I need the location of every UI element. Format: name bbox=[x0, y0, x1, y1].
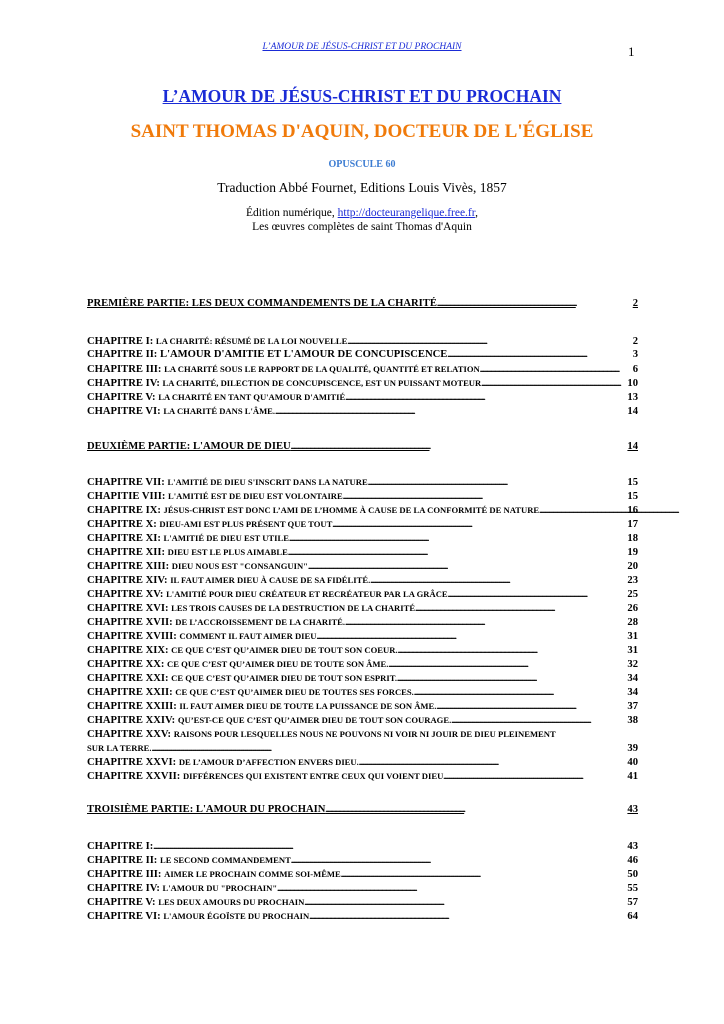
toc-leader bbox=[347, 335, 630, 349]
toc-chapter-title: L'AMOUR DU "PROCHAIN" bbox=[162, 883, 278, 893]
toc-chapter-row[interactable] bbox=[87, 615, 638, 629]
toc-chapter-title: DE L’ACCROISSEMENT DE LA CHARITÉ. bbox=[175, 617, 346, 627]
toc-chapter-title: L'AMITIÉ DE DIEU S'INSCRIT DANS LA NATURE bbox=[167, 477, 368, 487]
toc-leader bbox=[291, 854, 626, 868]
toc-page-number: 43 bbox=[627, 804, 638, 815]
toc-chapter-number: CHAPITRE XX: bbox=[87, 659, 168, 670]
toc-part-1 bbox=[87, 297, 638, 311]
running-header bbox=[0, 42, 724, 52]
toc-chapter-row[interactable] bbox=[87, 573, 638, 587]
toc-chapter-title: DE L’AMOUR D’AFFECTION ENVERS DIEU. bbox=[178, 757, 359, 767]
toc-chapter-label bbox=[87, 629, 316, 644]
toc-page-number: 20 bbox=[627, 561, 638, 572]
toc-chapter-number: CHAPITRE XXI: bbox=[87, 673, 172, 684]
collection-note: Les œuvres complètes de saint Thomas d'Aquin bbox=[252, 221, 472, 233]
toc-chapter-number: CHAPITRE I: bbox=[87, 841, 154, 852]
toc-chapter-label bbox=[87, 376, 481, 391]
toc-leader bbox=[152, 742, 626, 756]
toc-chapter-title: LES DEUX AMOURS DU PROCHAIN bbox=[158, 897, 305, 907]
toc-chapter-number: CHAPITRE XII: bbox=[87, 547, 168, 558]
toc-chapter-row[interactable] bbox=[87, 348, 638, 362]
toc-chapter-title: JÉSUS-CHRIST EST DONC L’AMI DE L’HOMME À CAUSE DE LA CONFORMITÉ DE NATURE bbox=[163, 505, 540, 515]
toc-chapter-label bbox=[87, 881, 277, 896]
toc-chapter-row[interactable] bbox=[87, 713, 638, 727]
toc-chapter-number: CHAPITRE XVI: bbox=[87, 603, 172, 614]
toc-chapter-number: CHAPITRE XVII: bbox=[87, 617, 176, 628]
running-header-title: L’AMOUR DE JÉSUS-CHRIST ET DU PROCHAIN bbox=[262, 42, 462, 52]
toc-chapter-number: CHAPITRE XV: bbox=[87, 589, 167, 600]
toc-page-number: 41 bbox=[627, 771, 638, 782]
toc-chapter-row[interactable] bbox=[87, 362, 638, 376]
toc-chapter-title: L'AMOUR D'AMITIE ET L'AMOUR DE CONCUPISCENCE bbox=[160, 349, 448, 360]
toc-chapter-label bbox=[87, 334, 347, 349]
toc-leader bbox=[288, 546, 626, 560]
toc-chapter-title: LA CHARITÉ, DILECTION DE CONCUPISCENCE, EST UN PUISSANT MOTEUR bbox=[162, 378, 482, 388]
toc-page-number: 19 bbox=[627, 547, 638, 558]
toc-chapter-number: CHAPITRE XXIV: bbox=[87, 715, 178, 726]
toc-page-number: 50 bbox=[627, 869, 638, 880]
toc-part-2-chapters bbox=[87, 475, 638, 783]
toc-leader bbox=[398, 644, 626, 658]
toc-chapter-title: LA CHARITÉ: RÉSUMÉ DE LA LOI NOUVELLE bbox=[155, 336, 348, 346]
toc-chapter-label bbox=[87, 601, 415, 616]
toc-chapter-title: DIEU NOUS EST "CONSANGUIN" bbox=[171, 561, 308, 571]
toc-page-number: 25 bbox=[627, 589, 638, 600]
toc-page-number: 15 bbox=[627, 491, 638, 502]
toc-chapter-row[interactable] bbox=[87, 531, 638, 545]
toc-chapter-label bbox=[87, 867, 341, 882]
toc-chapter-title: CE QUE C’EST QU’AIMER DIEU DE TOUTES SES FORCES. bbox=[175, 687, 414, 697]
toc-leader bbox=[388, 658, 625, 672]
toc-chapter-row[interactable] bbox=[87, 559, 638, 573]
toc-page-number: 31 bbox=[627, 645, 638, 656]
toc-page-number: 16 bbox=[627, 505, 638, 516]
toc-page-number: 3 bbox=[632, 349, 638, 360]
toc-leader bbox=[437, 297, 631, 311]
toc-leader bbox=[341, 868, 626, 882]
toc-part-title: TROISIÈME PARTIE: L'AMOUR DU PROCHAIN bbox=[87, 804, 326, 815]
toc-page-number: 14 bbox=[627, 441, 638, 452]
edition-info bbox=[0, 206, 724, 234]
toc-chapter-label bbox=[87, 685, 414, 700]
toc-chapter-title: QU’EST-CE QUE C’EST QU’AIMER DIEU DE TOUT SON COURAGE. bbox=[177, 715, 452, 725]
toc-chapter-row[interactable] bbox=[87, 755, 638, 769]
toc-page-number: 43 bbox=[627, 841, 638, 852]
toc-chapter-number: CHAPITRE V: bbox=[87, 897, 159, 908]
toc-chapter-title: AIMER LE PROCHAIN COMME SOI-MÊME bbox=[164, 869, 341, 879]
toc-chapter-label bbox=[87, 671, 397, 686]
toc-chapter-row[interactable] bbox=[87, 769, 638, 783]
toc-leader bbox=[448, 588, 626, 602]
toc-chapter-title: LA CHARITÉ SOUS LE RAPPORT DE LA QUALITÉ, QUANTITÉ ET RELATION bbox=[164, 364, 480, 374]
toc-chapter-number: CHAPITRE VII: bbox=[87, 477, 168, 488]
toc-chapter-label bbox=[87, 853, 291, 868]
toc-chapter-number: CHAPITRE XXVI: bbox=[87, 757, 179, 768]
toc-chapter-label bbox=[87, 475, 368, 490]
toc-chapter-row[interactable] bbox=[87, 853, 638, 867]
toc-leader bbox=[291, 440, 626, 454]
toc-part-3-heading[interactable] bbox=[87, 803, 638, 817]
toc-chapter-label bbox=[87, 839, 153, 854]
toc-chapter-label bbox=[87, 699, 436, 714]
toc-leader bbox=[308, 560, 625, 574]
toc-leader bbox=[345, 391, 625, 405]
toc-chapter-row[interactable] bbox=[87, 545, 638, 559]
toc-chapter-title: CE QUE C’EST QU’AIMER DIEU DE TOUT SON COEUR. bbox=[171, 645, 398, 655]
toc-leader bbox=[481, 377, 625, 391]
toc-leader bbox=[309, 910, 625, 924]
toc-page-number: 32 bbox=[627, 659, 638, 670]
toc-chapter-title: IL FAUT AIMER DIEU DE TOUTE LA PUISSANCE DE SON ÂME. bbox=[179, 701, 437, 711]
toc-part-2 bbox=[87, 440, 638, 454]
toc-leader bbox=[539, 504, 625, 518]
toc-chapter-label bbox=[87, 404, 275, 419]
toc-part-2-heading[interactable] bbox=[87, 440, 638, 454]
toc-chapter-row[interactable] bbox=[87, 699, 638, 713]
toc-chapter-title-continued: SUR LA TERRE. bbox=[87, 743, 152, 753]
toc-leader bbox=[277, 882, 625, 896]
toc-chapter-label bbox=[87, 573, 370, 588]
toc-page-number: 28 bbox=[627, 617, 638, 628]
toc-chapter-row[interactable] bbox=[87, 629, 638, 643]
toc-chapter-number: CHAPITRE XXIII: bbox=[87, 701, 180, 712]
toc-chapter-row[interactable] bbox=[87, 404, 638, 418]
toc-chapter-label bbox=[87, 769, 443, 784]
toc-page-number: 13 bbox=[627, 392, 638, 403]
toc-chapter-label bbox=[87, 713, 451, 728]
toc-leader bbox=[289, 532, 625, 546]
toc-chapter-number: CHAPITRE VI: bbox=[87, 911, 164, 922]
edition-suffix: , bbox=[475, 207, 479, 219]
toc-chapter-title: RAISONS POUR LESQUELLES NOUS NE POUVONS NI VOIR NI JOUIR DE DIEU PLEINEMENT bbox=[173, 729, 556, 739]
toc-chapter-label bbox=[87, 727, 556, 742]
toc-chapter-title: DIEU-AMI EST PLUS PRÉSENT QUE TOUT bbox=[159, 519, 333, 529]
toc-chapter-number: CHAPITRE IX: bbox=[87, 505, 164, 516]
toc-chapter-label bbox=[87, 559, 308, 574]
toc-chapter-row[interactable] bbox=[87, 839, 638, 853]
toc-chapter-row[interactable] bbox=[87, 895, 638, 909]
toc-leader bbox=[332, 518, 625, 532]
toc-chapter-title: COMMENT IL FAUT AIMER DIEU bbox=[179, 631, 317, 641]
toc-page-number: 14 bbox=[627, 406, 638, 417]
toc-chapter-row[interactable] bbox=[87, 390, 638, 404]
toc-leader bbox=[359, 756, 626, 770]
toc-page-number: 39 bbox=[627, 743, 638, 754]
toc-page-number: 57 bbox=[627, 897, 638, 908]
toc-chapter-label bbox=[87, 503, 539, 518]
toc-page-number: 18 bbox=[627, 533, 638, 544]
toc-chapter-label bbox=[87, 615, 345, 630]
toc-chapter-label bbox=[87, 755, 359, 770]
toc-chapter-number: CHAPITRE III: bbox=[87, 364, 165, 375]
toc-leader bbox=[443, 770, 625, 784]
toc-chapter-row[interactable] bbox=[87, 685, 638, 699]
toc-chapter-title: CE QUE C’EST QU’AIMER DIEU DE TOUTE SON ÂME. bbox=[167, 659, 389, 669]
toc-page-number: 2 bbox=[632, 336, 638, 347]
toc-leader bbox=[480, 363, 631, 377]
author-title: SAINT THOMAS D'AQUIN, DOCTEUR DE L'ÉGLISE bbox=[130, 121, 594, 142]
toc-chapter-label bbox=[87, 390, 345, 405]
toc-chapter-row[interactable] bbox=[87, 334, 638, 348]
toc-chapter-number: CHAPITRE XIV: bbox=[87, 575, 171, 586]
toc-chapter-label bbox=[87, 657, 388, 672]
toc-leader bbox=[343, 490, 626, 504]
toc-chapter-title: LA CHARITÉ EN TANT QU'AMOUR D'AMITIÉ bbox=[158, 392, 346, 402]
toc-page-number: 34 bbox=[627, 673, 638, 684]
toc-chapter-row[interactable] bbox=[87, 671, 638, 685]
toc-chapter-title: LES TROIS CAUSES DE LA DESTRUCTION DE LA CHARITÉ bbox=[171, 603, 416, 613]
toc-leader bbox=[397, 672, 625, 686]
toc-leader bbox=[370, 574, 625, 588]
toc-part-title: DEUXIÈME PARTIE: L'AMOUR DE DIEU bbox=[87, 441, 291, 452]
toc-page-number: 2 bbox=[632, 298, 638, 309]
toc-chapter-number: CHAPITIE VIII: bbox=[87, 491, 169, 502]
translation-credit: Traduction Abbé Fournet, Editions Louis Vivès, 1857 bbox=[217, 180, 507, 195]
toc-chapter-title: L'AMITIÉ EST DE DIEU EST VOLONTAIRE bbox=[168, 491, 343, 501]
toc-chapter-row[interactable] bbox=[87, 475, 638, 489]
toc-chapter-number: CHAPITRE III: bbox=[87, 869, 165, 880]
toc-chapter-title: L'AMOUR ÉGOÏSTE DU PROCHAIN bbox=[163, 911, 310, 921]
toc-chapter-label bbox=[87, 545, 288, 560]
toc-part-1-chapters bbox=[87, 334, 638, 418]
toc-page-number: 6 bbox=[632, 364, 638, 375]
toc-chapter-row[interactable] bbox=[87, 909, 638, 923]
toc-chapter-number: CHAPITRE XI: bbox=[87, 533, 164, 544]
toc-chapter-number: CHAPITRE V: bbox=[87, 392, 159, 403]
toc-leader bbox=[316, 630, 625, 644]
page-number: 1 bbox=[628, 44, 635, 59]
toc-chapter-number: CHAPITRE IV: bbox=[87, 883, 163, 894]
toc-chapter-number: CHAPITRE I: bbox=[87, 336, 156, 347]
toc-page-number: 23 bbox=[627, 575, 638, 586]
toc-page-number: 38 bbox=[627, 715, 638, 726]
toc-chapter-row[interactable] bbox=[87, 489, 638, 503]
toc-part-3-chapters bbox=[87, 839, 638, 923]
toc-page-number: 46 bbox=[627, 855, 638, 866]
toc-chapter-label bbox=[87, 643, 398, 658]
toc-chapter-number: CHAPITRE X: bbox=[87, 519, 160, 530]
toc-leader bbox=[436, 700, 625, 714]
toc-chapter-title: CE QUE C’EST QU’AIMER DIEU DE TOUT SON ESPRIT. bbox=[171, 673, 397, 683]
toc-chapter-number: CHAPITRE IV: bbox=[87, 378, 163, 389]
toc-chapter-label bbox=[87, 489, 343, 504]
toc-part-1-heading[interactable] bbox=[87, 297, 638, 311]
toc-chapter-label bbox=[87, 909, 309, 924]
toc-chapter-title: LA CHARITÉ DANS L'ÂME. bbox=[163, 406, 276, 416]
toc-leader bbox=[415, 602, 625, 616]
toc-chapter-row[interactable] bbox=[87, 601, 638, 615]
edition-link[interactable]: http://docteurangelique.free.fr bbox=[337, 207, 476, 219]
toc-part-title: PREMIÈRE PARTIE: LES DEUX COMMANDEMENTS DE LA CHARITÉ bbox=[87, 298, 437, 309]
toc-chapter-number: CHAPITRE XIX: bbox=[87, 645, 172, 656]
toc-leader bbox=[414, 686, 626, 700]
toc-page-number: 15 bbox=[627, 477, 638, 488]
toc-page-number: 40 bbox=[627, 757, 638, 768]
toc-leader bbox=[153, 840, 625, 854]
toc-page-number: 37 bbox=[627, 701, 638, 712]
toc-chapter-row[interactable] bbox=[87, 867, 638, 881]
toc-leader bbox=[325, 803, 625, 817]
title-block bbox=[0, 86, 724, 234]
toc-chapter-title: DIFFÉRENCES QUI EXISTENT ENTRE CEUX QUI VOIENT DIEU bbox=[182, 771, 444, 781]
toc-leader bbox=[345, 616, 625, 630]
toc-chapter-title: L'AMITIÉ DE DIEU EST UTILE bbox=[163, 533, 289, 543]
toc-chapter-number: CHAPITRE II: bbox=[87, 855, 160, 866]
toc-chapter-number: CHAPITRE XXVII: bbox=[87, 771, 183, 782]
toc-chapter-label bbox=[87, 895, 304, 910]
toc-chapter-row[interactable] bbox=[87, 503, 638, 517]
toc-chapter-row[interactable] bbox=[87, 643, 638, 657]
toc-part-3 bbox=[87, 803, 638, 817]
toc-chapter-title: IL FAUT AIMER DIEU À CAUSE DE SA FIDÉLITÉ. bbox=[170, 575, 371, 585]
toc-chapter-label bbox=[87, 587, 448, 602]
toc-page-number: 64 bbox=[627, 911, 638, 922]
toc-leader bbox=[275, 405, 625, 419]
toc-chapter-row[interactable] bbox=[87, 517, 638, 531]
toc-chapter-row[interactable] bbox=[87, 881, 638, 895]
toc-chapter-row[interactable] bbox=[87, 587, 638, 601]
toc-chapter-continuation[interactable] bbox=[87, 741, 638, 755]
toc-chapter-row[interactable] bbox=[87, 657, 638, 671]
toc-chapter-label bbox=[87, 517, 332, 532]
toc-chapter-label bbox=[87, 531, 289, 546]
toc-page-number: 34 bbox=[627, 687, 638, 698]
toc-page-number: 55 bbox=[627, 883, 638, 894]
toc-leader bbox=[447, 348, 630, 362]
toc-leader bbox=[368, 476, 626, 490]
toc-page-number: 26 bbox=[627, 603, 638, 614]
toc-chapter-row[interactable] bbox=[87, 376, 638, 390]
toc-chapter-title: LE SECOND COMMANDEMENT bbox=[160, 855, 291, 865]
toc-leader bbox=[451, 714, 625, 728]
toc-chapter-label bbox=[87, 362, 480, 377]
toc-chapter-number: CHAPITRE VI: bbox=[87, 406, 164, 417]
toc-chapter-label bbox=[87, 348, 447, 362]
toc-chapter-title: DIEU EST LE PLUS AIMABLE bbox=[167, 547, 288, 557]
toc-chapter-number: CHAPITRE XIII: bbox=[87, 561, 172, 572]
toc-leader bbox=[304, 896, 625, 910]
toc-page-number: 31 bbox=[627, 631, 638, 642]
main-title[interactable]: L’AMOUR DE JÉSUS-CHRIST ET DU PROCHAIN bbox=[162, 86, 562, 106]
toc-chapter-number: CHAPITRE II: bbox=[87, 349, 160, 360]
opuscule-label: OPUSCULE 60 bbox=[328, 159, 396, 170]
toc-page-number: 10 bbox=[627, 378, 638, 389]
toc-chapter-row[interactable] bbox=[87, 727, 638, 741]
toc-chapter-number: CHAPITRE XXII: bbox=[87, 687, 176, 698]
toc-chapter-title: L'AMITIÉ POUR DIEU CRÉATEUR ET RECRÉATEUR PAR LA GRÂCE bbox=[166, 589, 448, 599]
toc-chapter-number: CHAPITRE XVIII: bbox=[87, 631, 180, 642]
toc-page-number: 17 bbox=[627, 519, 638, 530]
edition-prefix: Édition numérique, bbox=[245, 207, 338, 219]
toc-chapter-number: CHAPITRE XXV: bbox=[87, 729, 174, 740]
